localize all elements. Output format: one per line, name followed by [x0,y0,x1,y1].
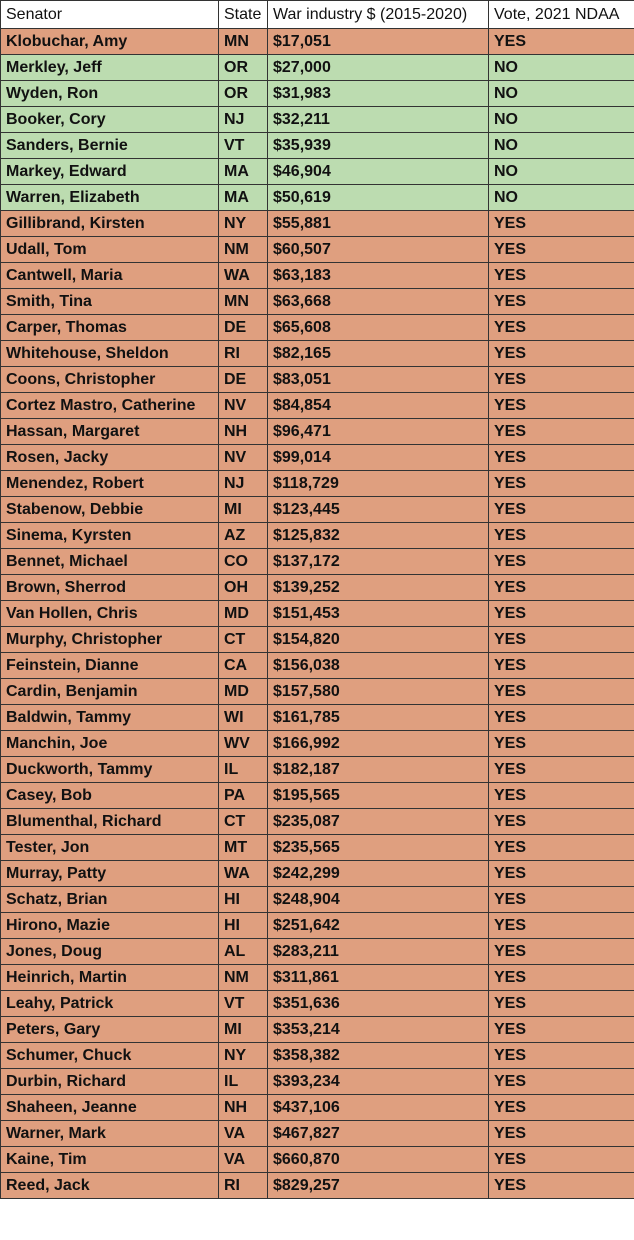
vote-cell: YES [489,263,634,289]
state-cell: HI [219,913,268,939]
table-row [1,237,634,263]
senator-cell: Durbin, Richard [1,1069,219,1095]
state-cell: PA [219,783,268,809]
amount-cell: $311,861 [268,965,489,991]
vote-cell: YES [489,575,634,601]
senator-cell: Markey, Edward [1,159,219,185]
vote-cell: YES [489,289,634,315]
table-row [1,939,634,965]
senator-cell: Gillibrand, Kirsten [1,211,219,237]
amount-cell: $96,471 [268,419,489,445]
senator-cell: Whitehouse, Sheldon [1,341,219,367]
senator-cell: Kaine, Tim [1,1147,219,1173]
table-row [1,1147,634,1173]
vote-cell: YES [489,887,634,913]
amount-cell: $353,214 [268,1017,489,1043]
state-cell: NH [219,1095,268,1121]
amount-cell: $83,051 [268,367,489,393]
table-row [1,55,634,81]
amount-cell: $60,507 [268,237,489,263]
amount-cell: $151,453 [268,601,489,627]
table-row [1,81,634,107]
senator-cell: Udall, Tom [1,237,219,263]
state-cell: NY [219,211,268,237]
state-cell: AZ [219,523,268,549]
amount-cell: $157,580 [268,679,489,705]
vote-cell: YES [489,29,634,55]
senator-cell: Merkley, Jeff [1,55,219,81]
table-row [1,887,634,913]
senator-cell: Booker, Cory [1,107,219,133]
amount-cell: $35,939 [268,133,489,159]
amount-cell: $125,832 [268,523,489,549]
amount-cell: $31,983 [268,81,489,107]
state-cell: CO [219,549,268,575]
amount-cell: $161,785 [268,705,489,731]
vote-cell: YES [489,523,634,549]
state-cell: OR [219,55,268,81]
vote-cell: YES [489,237,634,263]
amount-cell: $82,165 [268,341,489,367]
state-cell: NJ [219,471,268,497]
state-cell: AL [219,939,268,965]
senator-cell: Sanders, Bernie [1,133,219,159]
amount-cell: $50,619 [268,185,489,211]
vote-cell: NO [489,133,634,159]
state-cell: CT [219,627,268,653]
senator-cell: Leahy, Patrick [1,991,219,1017]
amount-cell: $437,106 [268,1095,489,1121]
table-row [1,601,634,627]
vote-cell: YES [489,809,634,835]
amount-cell: $248,904 [268,887,489,913]
amount-cell: $63,668 [268,289,489,315]
vote-cell: YES [489,861,634,887]
state-cell: NM [219,965,268,991]
vote-cell: YES [489,991,634,1017]
senator-cell: Shaheen, Jeanne [1,1095,219,1121]
vote-cell: YES [489,315,634,341]
vote-cell: YES [489,1121,634,1147]
amount-cell: $467,827 [268,1121,489,1147]
table-row [1,575,634,601]
amount-cell: $123,445 [268,497,489,523]
amount-cell: $27,000 [268,55,489,81]
senator-cell: Rosen, Jacky [1,445,219,471]
vote-cell: YES [489,1095,634,1121]
vote-cell: YES [489,679,634,705]
vote-cell: YES [489,757,634,783]
table-row [1,1095,634,1121]
vote-cell: YES [489,1147,634,1173]
vote-cell: YES [489,913,634,939]
state-cell: WI [219,705,268,731]
senator-cell: Hirono, Mazie [1,913,219,939]
senator-cell: Van Hollen, Chris [1,601,219,627]
table-row [1,523,634,549]
state-cell: MA [219,159,268,185]
vote-cell: NO [489,55,634,81]
senator-cell: Heinrich, Martin [1,965,219,991]
senator-cell: Cortez Mastro, Catherine [1,393,219,419]
state-cell: VT [219,991,268,1017]
vote-cell: YES [489,653,634,679]
table-row [1,991,634,1017]
amount-cell: $55,881 [268,211,489,237]
vote-cell: NO [489,81,634,107]
vote-cell: YES [489,445,634,471]
vote-cell: YES [489,783,634,809]
vote-cell: YES [489,393,634,419]
vote-cell: NO [489,159,634,185]
vote-cell: YES [489,211,634,237]
amount-cell: $166,992 [268,731,489,757]
state-cell: MA [219,185,268,211]
state-cell: MD [219,679,268,705]
state-cell: MD [219,601,268,627]
table-row [1,679,634,705]
vote-cell: YES [489,549,634,575]
vote-cell: YES [489,367,634,393]
amount-cell: $99,014 [268,445,489,471]
table-row [1,1043,634,1069]
amount-cell: $235,087 [268,809,489,835]
state-cell: DE [219,315,268,341]
vote-cell: YES [489,627,634,653]
senator-cell: Bennet, Michael [1,549,219,575]
senator-cell: Blumenthal, Richard [1,809,219,835]
amount-cell: $829,257 [268,1173,489,1199]
table-row [1,341,634,367]
state-cell: MI [219,497,268,523]
senator-cell: Schumer, Chuck [1,1043,219,1069]
vote-cell: YES [489,965,634,991]
table-row [1,133,634,159]
amount-cell: $32,211 [268,107,489,133]
vote-cell: YES [489,1173,634,1199]
table-row [1,1173,634,1199]
vote-cell: YES [489,497,634,523]
table-row [1,1069,634,1095]
table-row [1,29,634,55]
state-cell: NV [219,445,268,471]
amount-cell: $84,854 [268,393,489,419]
senator-cell: Klobuchar, Amy [1,29,219,55]
state-cell: MI [219,1017,268,1043]
state-cell: CA [219,653,268,679]
state-cell: VA [219,1147,268,1173]
table-row [1,861,634,887]
table-row [1,393,634,419]
state-cell: NM [219,237,268,263]
amount-cell: $46,904 [268,159,489,185]
senator-cell: Feinstein, Dianne [1,653,219,679]
amount-cell: $351,636 [268,991,489,1017]
state-cell: WA [219,861,268,887]
senator-cell: Cardin, Benjamin [1,679,219,705]
senator-cell: Coons, Christopher [1,367,219,393]
state-cell: MN [219,289,268,315]
state-cell: VA [219,1121,268,1147]
vote-cell: YES [489,1069,634,1095]
amount-cell: $242,299 [268,861,489,887]
senator-cell: Warren, Elizabeth [1,185,219,211]
amount-cell: $393,234 [268,1069,489,1095]
senator-cell: Smith, Tina [1,289,219,315]
amount-cell: $358,382 [268,1043,489,1069]
senator-cell: Cantwell, Maria [1,263,219,289]
table-row [1,367,634,393]
state-cell: NY [219,1043,268,1069]
senator-cell: Stabenow, Debbie [1,497,219,523]
state-cell: NJ [219,107,268,133]
vote-cell: YES [489,471,634,497]
senator-cell: Hassan, Margaret [1,419,219,445]
amount-cell: $139,252 [268,575,489,601]
senator-cell: Menendez, Robert [1,471,219,497]
state-cell: IL [219,1069,268,1095]
table-row [1,185,634,211]
senator-cell: Casey, Bob [1,783,219,809]
amount-cell: $154,820 [268,627,489,653]
amount-cell: $660,870 [268,1147,489,1173]
amount-cell: $156,038 [268,653,489,679]
state-cell: OR [219,81,268,107]
table-row [1,835,634,861]
table-row [1,783,634,809]
state-cell: RI [219,1173,268,1199]
amount-cell: $195,565 [268,783,489,809]
senator-cell: Murray, Patty [1,861,219,887]
vote-cell: YES [489,1043,634,1069]
state-cell: MN [219,29,268,55]
state-cell: CT [219,809,268,835]
table-row [1,419,634,445]
table-row [1,445,634,471]
senator-cell: Jones, Doug [1,939,219,965]
header-war-industry: War industry $ (2015-2020) [268,1,489,29]
amount-cell: $182,187 [268,757,489,783]
amount-cell: $63,183 [268,263,489,289]
table-row [1,731,634,757]
senator-cell: Duckworth, Tammy [1,757,219,783]
table-row [1,705,634,731]
state-cell: HI [219,887,268,913]
table-row [1,965,634,991]
amount-cell: $118,729 [268,471,489,497]
state-cell: WV [219,731,268,757]
amount-cell: $235,565 [268,835,489,861]
state-cell: WA [219,263,268,289]
table-body [1,29,634,1199]
table-row [1,809,634,835]
vote-cell: YES [489,731,634,757]
state-cell: NH [219,419,268,445]
table-row [1,757,634,783]
header-row [1,1,634,29]
vote-cell: NO [489,185,634,211]
table-row [1,627,634,653]
senator-cell: Warner, Mark [1,1121,219,1147]
amount-cell: $251,642 [268,913,489,939]
table-row [1,315,634,341]
senator-cell: Brown, Sherrod [1,575,219,601]
senator-cell: Sinema, Kyrsten [1,523,219,549]
table-row [1,159,634,185]
senator-cell: Schatz, Brian [1,887,219,913]
vote-cell: YES [489,835,634,861]
table-row [1,471,634,497]
table-row [1,263,634,289]
vote-cell: NO [489,107,634,133]
state-cell: VT [219,133,268,159]
senator-cell: Tester, Jon [1,835,219,861]
table-row [1,289,634,315]
senator-cell: Baldwin, Tammy [1,705,219,731]
header-senator: Senator [1,1,219,29]
vote-cell: YES [489,939,634,965]
vote-cell: YES [489,1017,634,1043]
state-cell: OH [219,575,268,601]
vote-cell: YES [489,705,634,731]
senator-cell: Carper, Thomas [1,315,219,341]
table-row [1,549,634,575]
vote-cell: YES [489,419,634,445]
state-cell: NV [219,393,268,419]
table-row [1,497,634,523]
header-state: State [219,1,268,29]
senator-cell: Reed, Jack [1,1173,219,1199]
table-row [1,107,634,133]
table-row [1,211,634,237]
table-row [1,1017,634,1043]
state-cell: MT [219,835,268,861]
table-row [1,653,634,679]
header-vote: Vote, 2021 NDAA [489,1,634,29]
senator-cell: Wyden, Ron [1,81,219,107]
table-row [1,913,634,939]
vote-cell: YES [489,601,634,627]
table-row [1,1121,634,1147]
amount-cell: $283,211 [268,939,489,965]
amount-cell: $65,608 [268,315,489,341]
state-cell: IL [219,757,268,783]
amount-cell: $137,172 [268,549,489,575]
state-cell: DE [219,367,268,393]
senator-cell: Manchin, Joe [1,731,219,757]
state-cell: RI [219,341,268,367]
senator-cell: Peters, Gary [1,1017,219,1043]
vote-cell: YES [489,341,634,367]
amount-cell: $17,051 [268,29,489,55]
senator-cell: Murphy, Christopher [1,627,219,653]
